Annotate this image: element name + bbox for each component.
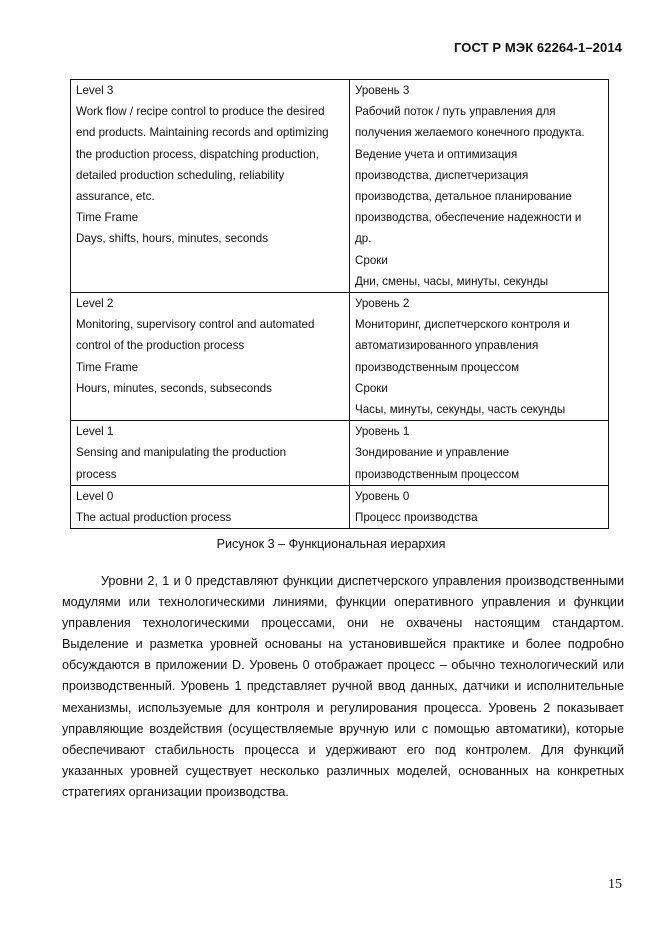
table-row bbox=[71, 293, 609, 421]
level-label: Уровень 2 bbox=[355, 297, 410, 311]
cell-text-line: получения желаемого конечного продукта. bbox=[355, 126, 585, 140]
cell-text-line: Ведение учета и оптимизация bbox=[355, 147, 518, 161]
cell-english bbox=[71, 485, 350, 528]
level-label: Level 0 bbox=[76, 489, 114, 503]
cell-text-line: Time Frame bbox=[76, 360, 139, 374]
cell-text-line: производственным процессом bbox=[355, 360, 520, 374]
cell-english bbox=[71, 293, 350, 421]
cell-text-line: end products. Maintaining records and optimizing bbox=[76, 126, 329, 140]
cell-text-line: Рабочий поток / путь управления для bbox=[355, 105, 556, 119]
cell-text-line: process bbox=[76, 467, 117, 481]
cell-text-line: производства, диспетчеризация bbox=[355, 168, 529, 182]
table-row bbox=[71, 80, 609, 293]
body-text bbox=[62, 571, 624, 803]
cell-text-line: detailed production scheduling, reliability bbox=[76, 168, 285, 182]
cell-text-line: Сроки bbox=[355, 381, 388, 395]
cell-text-line: Мониторинг, диспетчерского контроля и bbox=[355, 318, 570, 332]
document-header: ГОСТ Р МЭК 62264-1–2014 bbox=[454, 40, 622, 55]
cell-text-line: control of the production process bbox=[76, 339, 245, 353]
figure-caption: Рисунок 3 – Функциональная иерархия bbox=[216, 537, 446, 551]
cell-russian bbox=[350, 485, 609, 528]
level-label: Level 3 bbox=[76, 84, 114, 97]
cell-text-line: автоматизированного управления bbox=[355, 339, 539, 353]
cell-text-line: Hours, minutes, seconds, subseconds bbox=[76, 381, 272, 395]
cell-text-line: Work flow / recipe control to produce the desired bbox=[76, 105, 325, 119]
cell-text-line: Сроки bbox=[355, 253, 388, 267]
cell-russian bbox=[350, 293, 609, 421]
cell-text-line: производственным процессом bbox=[355, 467, 520, 481]
cell-text-line: Дни, смены, часы, минуты, секунды bbox=[355, 274, 549, 288]
functional-hierarchy-table bbox=[70, 79, 609, 529]
level-label: Уровень 1 bbox=[355, 425, 410, 439]
cell-text-line: производства, детальное планирование bbox=[355, 190, 572, 204]
cell-text-line: производства, обеспечение надежности и bbox=[355, 211, 582, 225]
cell-text-line: Monitoring, supervisory control and automated bbox=[76, 318, 315, 332]
cell-text-line: Sensing and manipulating the production bbox=[76, 446, 287, 460]
cell-russian bbox=[350, 80, 609, 293]
page-number: 15 bbox=[608, 877, 622, 892]
table-body bbox=[71, 80, 609, 529]
cell-text-line: Часы, минуты, секунды, часть секунды bbox=[355, 403, 566, 417]
cell-english bbox=[71, 80, 350, 293]
body-paragraph: Уровни 2, 1 и 0 представляют функции диспетчерского управления производственными модулями или технологическими линиями, функции оперативного управления и функции управления технологическими процессами, они не охвачены настоящим стандартом. Выделение и разметка уровней основаны на установившейся практике и более подробно обсуждаются в приложении D. Уровень 0 отображает процесс – обычно технологический или производственный. Уровень 1 представляет ручной ввод данных, датчики и исполнительные механизмы, используемые для контроля и регулирования процесса. Уровень 2 показывает управляющие воздействия (осуществляемые вручную или с помощью автоматики), которые обеспечивают стабильность процесса и удерживают его под контролем. Для функций указанных уровней существует несколько различных моделей, основанных на конкретных стратегиях организации производства. bbox=[62, 574, 624, 799]
table-row bbox=[71, 421, 609, 486]
table-row bbox=[71, 485, 609, 528]
cell-text-line: Days, shifts, hours, minutes, seconds bbox=[76, 232, 269, 246]
level-label: Level 2 bbox=[76, 297, 114, 311]
cell-russian bbox=[350, 421, 609, 486]
level-label: Уровень 3 bbox=[355, 84, 410, 97]
cell-text-line: Time Frame bbox=[76, 211, 139, 225]
cell-text-line: Зондирование и управление bbox=[355, 446, 510, 460]
cell-text-line: Процесс производства bbox=[355, 511, 478, 525]
cell-text-line: the production process, dispatching production, bbox=[76, 147, 319, 161]
cell-text-line: assurance, etc. bbox=[76, 190, 155, 204]
cell-english bbox=[71, 421, 350, 486]
level-label: Уровень 0 bbox=[355, 489, 410, 503]
cell-text-line: др. bbox=[355, 232, 372, 246]
level-label: Level 1 bbox=[76, 425, 114, 439]
cell-text-line: The actual production process bbox=[76, 511, 232, 525]
